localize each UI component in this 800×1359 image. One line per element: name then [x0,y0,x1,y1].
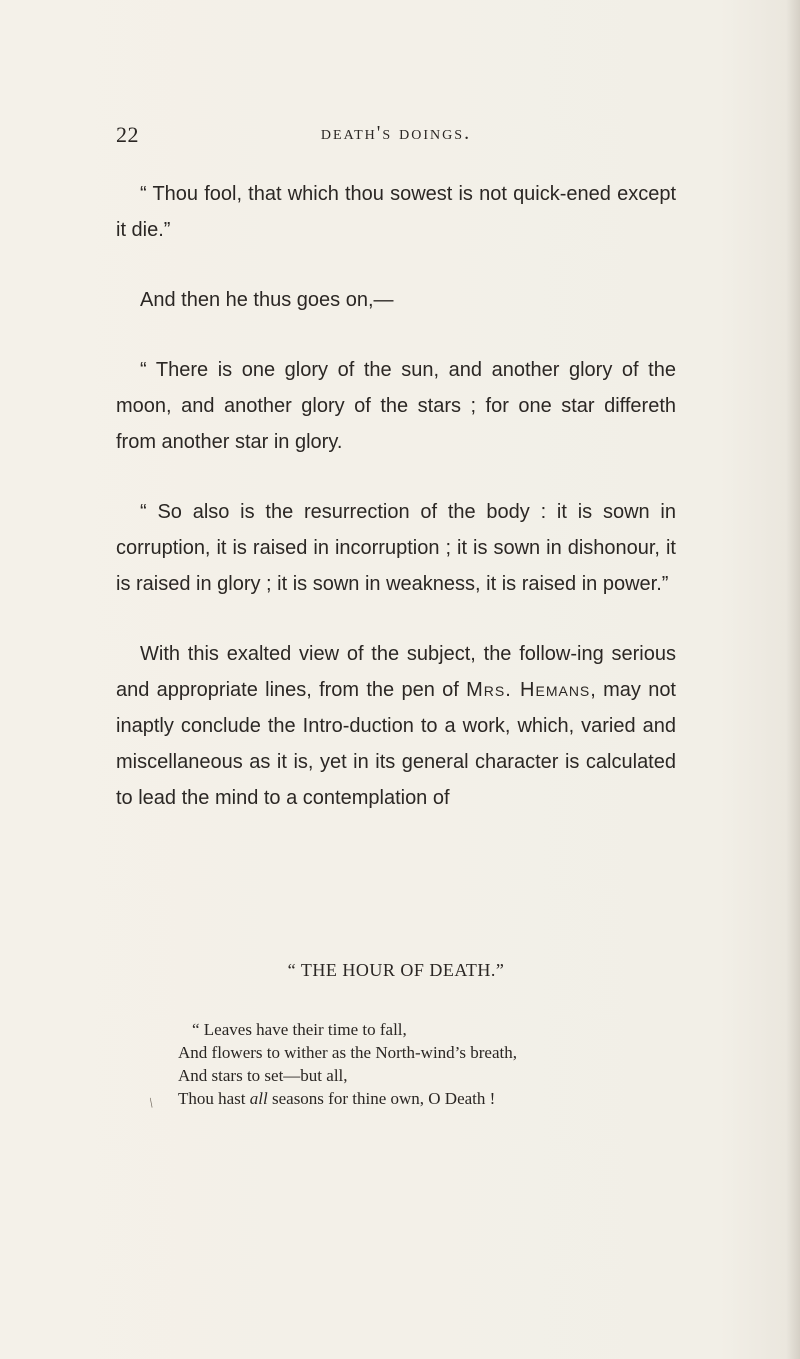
poem-line-4-italic: all [249,1089,268,1108]
paragraph-quote-resurrection: “ So also is the resurrection of the body : it is sown in corruption, it is raised in incorruption ; it is sown in dishonour, it is raised in glory ; it is sown in weakness, it is raised in power.” [116,501,676,595]
page-number: 22 [116,122,139,147]
body-text [116,176,676,850]
paragraph-introduction [116,636,676,816]
poem-line: “ Leaves have their time to fall, [192,1020,407,1039]
pencil-mark: / [146,1096,158,1112]
running-head [116,122,676,156]
paragraph-quote-glory: “ There is one glory of the sun, and another glory of the moon, and another glory of the stars ; for one star differeth from another star in glory. [116,359,676,453]
poem-title: “ THE HOUR OF DEATH.” [287,960,505,980]
page-edge-shadow [786,0,800,1359]
running-title: death's doings. [320,122,472,144]
paragraph-quote-thou-fool: “ Thou fool, that which thou sowest is not quick-ened except it die.” [116,183,676,241]
poem-stanza [178,1018,658,1110]
poem-line [178,1087,658,1110]
paragraph-introduction-after: , may not inaptly conclude the Intro-duction to a work, which, varied and miscellaneous as it is, yet in its general character is calculated to lead the mind to a contemplation of [116,679,676,809]
paragraph-then-he-goes-on: And then he thus goes on,— [140,289,394,311]
poem-line: And flowers to wither as the North-wind’s breath, [178,1043,517,1062]
poem-line-4-after: seasons for thine own, O Death ! [267,1089,496,1108]
poem-line: And stars to set—but all, [178,1066,348,1085]
poem-line-4-before: Thou hast [178,1089,250,1108]
author-name: Mrs. Hemans [466,679,591,701]
paragraph-introduction-before: With this exalted view of the subject, the follow-ing serious and appropriate lines, from the pen of [116,643,676,701]
